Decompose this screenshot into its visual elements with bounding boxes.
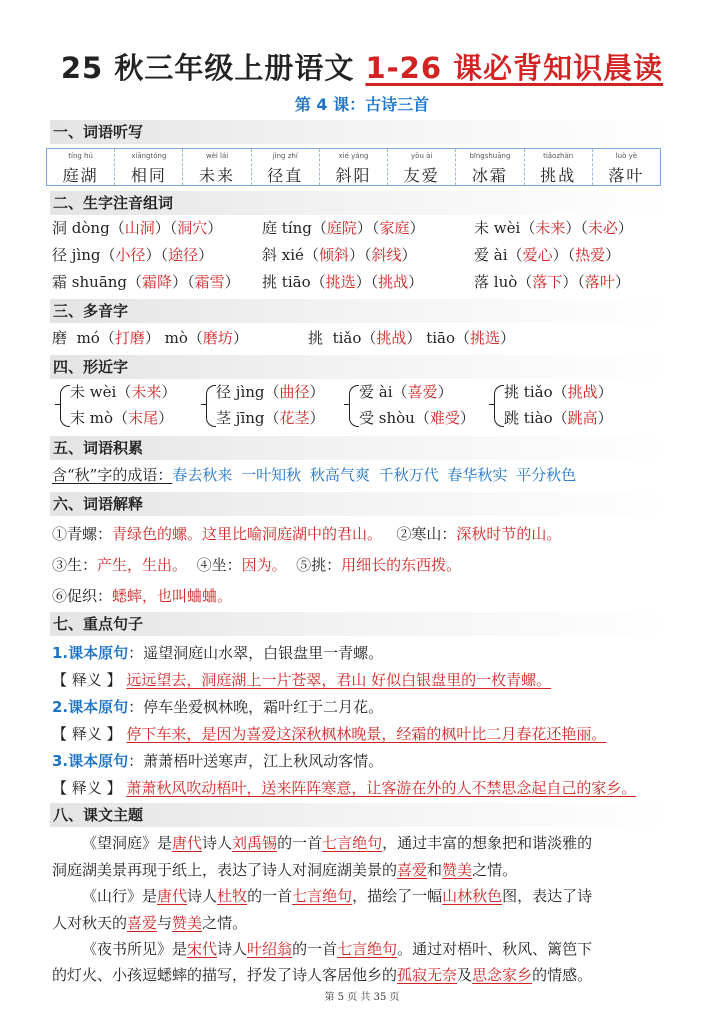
char-pinyin: ài [493, 246, 508, 264]
char-word: 磨坊 [202, 329, 233, 347]
similar-bottom: 跳 tiào（跳高） [504, 409, 613, 427]
char-word: 打磨 [114, 329, 145, 347]
char-pinyin: wèi [493, 219, 521, 237]
similar-top: 径 jìng（曲径） [216, 383, 325, 401]
idiom-line [52, 465, 576, 485]
char-pinyin: shuāng [71, 273, 128, 291]
char-word: 洞穴 [177, 219, 208, 237]
explain-line: ⑥促织：蟋蟀，也叫蛐蛐。 [52, 587, 233, 605]
lesson-subtitle: 第 4 课：古诗三首 [294, 95, 430, 114]
char-word: 霜雪 [194, 273, 225, 291]
vocab-cell [252, 149, 320, 185]
similar-top: 爱 ài（喜爱） [359, 383, 453, 401]
char-word: 家庭 [379, 219, 410, 237]
char: 爱 [474, 246, 490, 264]
char-word: 山洞 [124, 219, 155, 237]
vocab-cell [183, 149, 251, 185]
idiom-label: 含“秋”字的成语： [52, 466, 173, 484]
vocab-grid [46, 148, 661, 186]
vocab-word: 友爱 [403, 166, 440, 185]
section-polyphone: 三、多音字 [50, 299, 670, 323]
char-word: 霜降 [142, 273, 173, 291]
char: 径 [52, 246, 68, 264]
brace-icon [349, 385, 359, 427]
char: 洞 [52, 219, 68, 237]
theme-para-1b: 洞庭湖美景再现于纸上，表达了诗人对洞庭湖美景的喜爱和赞美之情。 [52, 861, 518, 879]
explain-line: 【 释义 】 远远望去，洞庭湖上一片苍翠，君山 好似白银盘里的一枚青螺。 [52, 671, 552, 689]
sentence-line: 3.课本原句：萧萧梧叶送寒声，江上秋风动客情。 [52, 752, 384, 770]
vocab-pinyin: luò yè [615, 152, 638, 160]
char: 霜 [52, 273, 68, 291]
section-theme: 八、课文主题 [50, 803, 670, 827]
char-group: 径 jìng（小径）（途径） [52, 246, 214, 264]
char-pinyin: jìng [71, 246, 101, 264]
vocab-cell [115, 149, 183, 185]
vocab-pinyin: bīngshuāng [469, 152, 511, 160]
char-word: 热爱 [575, 246, 606, 264]
vocab-cell [456, 149, 524, 185]
char-word: 落叶 [584, 273, 615, 291]
vocab-word: 斜阳 [335, 166, 372, 185]
char: 斜 [262, 246, 278, 264]
char-group: 斜 xié（倾斜）（斜线） [262, 246, 417, 264]
char: 挑 [262, 273, 278, 291]
similar-bottom: 茎 jīng（花茎） [216, 409, 325, 427]
theme-para-3: 《夜书所见》是宋代诗人叶绍翁的一首七言绝句。通过对梧叶、秋风、篱笆下 [82, 940, 593, 958]
idiom-list: 春去秋来 一叶知秋 秋高气爽 千秋万代 春华秋实 平分秋色 [172, 466, 577, 484]
vocab-word: 未来 [199, 166, 236, 185]
explain-line: ①青螺：青绿色的螺。这里比喻洞庭湖中的君山。 ②寒山：深秋时节的山。 [52, 525, 562, 543]
page-footer: 第 5 页 共 35 页 [324, 992, 400, 1003]
similar-bottom: 末 mò（末尾） [70, 409, 174, 427]
section-accumulation: 五、词语积累 [50, 436, 670, 460]
brace-icon [206, 385, 216, 427]
vocab-word: 径直 [267, 166, 304, 185]
char-word: 爱心 [522, 246, 553, 264]
char-word: 途径 [168, 246, 199, 264]
title-part1: 25 秋三年级上册语文 [60, 51, 366, 85]
vocab-word: 挑战 [540, 166, 577, 185]
sentence-line: 1.课本原句：遥望洞庭山水翠，白银盘里一青螺。 [52, 644, 384, 662]
explain-line: ③生：产生，生出。 ④坐：因为。 ⑤挑：用细长的东西拨。 [52, 556, 462, 574]
vocab-cell [593, 149, 660, 185]
char-group: 落 luò（落下）（落叶） [474, 273, 630, 291]
char: 磨 [52, 329, 68, 347]
explain-line: 【 释义 】 萧萧秋风吹动梧叶，送来阵阵寒意，让客游在外的人不禁思念起自己的家乡。 [52, 779, 637, 797]
vocab-word: 落叶 [608, 166, 645, 185]
char: 未 [474, 219, 490, 237]
char: 落 [474, 273, 490, 291]
polyphone-group: 挑 tiǎo（挑战） tiāo（挑选） [308, 329, 516, 347]
char-pinyin: tiǎo [332, 329, 362, 347]
char-word: 挑选 [325, 273, 356, 291]
explain-line: 【 释义 】 停下车来，是因为喜爱这深秋枫林晚景，经霜的枫叶比二月春花还艳丽。 [52, 725, 607, 743]
brace-icon [60, 385, 70, 427]
vocab-pinyin: xiāngtóng [131, 152, 167, 160]
vocab-word: 冰霜 [471, 166, 508, 185]
char-word: 未必 [587, 219, 618, 237]
section-char-pinyin: 二、生字注音组词 [50, 191, 670, 215]
similar-top: 挑 tiǎo（挑战） [504, 383, 613, 401]
page-title [0, 46, 724, 87]
char-word: 挑战 [378, 273, 409, 291]
char-group: 未 wèi（未来）（未必） [474, 219, 633, 237]
theme-para-2: 《山行》是唐代诗人杜牧的一首七言绝句，描绘了一幅山林秋色图，表达了诗 [82, 887, 593, 905]
char-group: 挑 tiāo（挑选）（挑战） [262, 273, 424, 291]
brace-icon [494, 385, 504, 427]
char-pinyin: mó [76, 329, 100, 347]
char-word: 落下 [532, 273, 563, 291]
vocab-pinyin: tiǎozhàn [543, 152, 574, 160]
char-word: 未来 [535, 219, 566, 237]
char-word: 庭院 [326, 219, 357, 237]
char-word: 小径 [115, 246, 146, 264]
vocab-cell [47, 149, 115, 185]
vocab-cell [388, 149, 456, 185]
vocab-pinyin: wèi lái [205, 152, 229, 160]
vocab-pinyin: jìng zhí [272, 152, 298, 160]
char-group: 洞 dòng（山洞）（洞穴） [52, 219, 223, 237]
char-pinyin: luò [493, 273, 518, 291]
char-group: 霜 shuāng（霜降）（霜雪） [52, 273, 240, 291]
vocab-pinyin: yǒu ài [411, 152, 433, 160]
char: 挑 [308, 329, 324, 347]
vocab-pinyin: xié yáng [338, 152, 369, 160]
char-word: 斜线 [371, 246, 402, 264]
theme-para-2b: 人对秋天的喜爱与赞美之情。 [52, 914, 248, 932]
char-word: 挑战 [376, 329, 407, 347]
char-word: 挑选 [470, 329, 501, 347]
vocab-cell [320, 149, 388, 185]
section-similar-chars: 四、形近字 [50, 355, 670, 379]
polyphone-group: 磨 mó（打磨） mò（磨坊） [52, 329, 248, 347]
char-pinyin: xié [281, 246, 304, 264]
char-pinyin: tiāo [281, 273, 311, 291]
similar-bottom: 受 shòu（难受） [359, 409, 475, 427]
char-pinyin: dòng [71, 219, 110, 237]
char-pinyin: tiāo [426, 329, 455, 347]
vocab-word: 庭湖 [62, 166, 99, 185]
char-pinyin: tíng [281, 219, 312, 237]
theme-para-1: 《望洞庭》是唐代诗人刘禹锡的一首七言绝句，通过丰富的想象把和谐淡雅的 [82, 834, 593, 852]
vocab-pinyin: tíng hú [68, 152, 93, 160]
char-group: 爱 ài（爱心）（热爱） [474, 246, 621, 264]
theme-para-3b: 的灯火、小孩逗蟋蟀的描写，抒发了诗人客居他乡的孤寂无奈及思念家乡的情感。 [52, 966, 593, 984]
vocab-cell [525, 149, 593, 185]
char-word: 倾斜 [318, 246, 349, 264]
char-pinyin: mò [164, 329, 188, 347]
similar-top: 未 wèi（未来） [70, 383, 177, 401]
char: 庭 [262, 219, 278, 237]
sentence-line: 2.课本原句：停车坐爱枫林晚，霜叶红于二月花。 [52, 698, 384, 716]
char-group: 庭 tíng（庭院）（家庭） [262, 219, 425, 237]
section-key-sentences: 七、重点句子 [50, 612, 670, 636]
section-explanation: 六、词语解释 [50, 492, 670, 516]
section-vocab-dictation: 一、词语听写 [50, 120, 670, 144]
title-part2: 1-26 课必背知识晨读 [365, 51, 664, 85]
vocab-word: 相同 [130, 166, 167, 185]
